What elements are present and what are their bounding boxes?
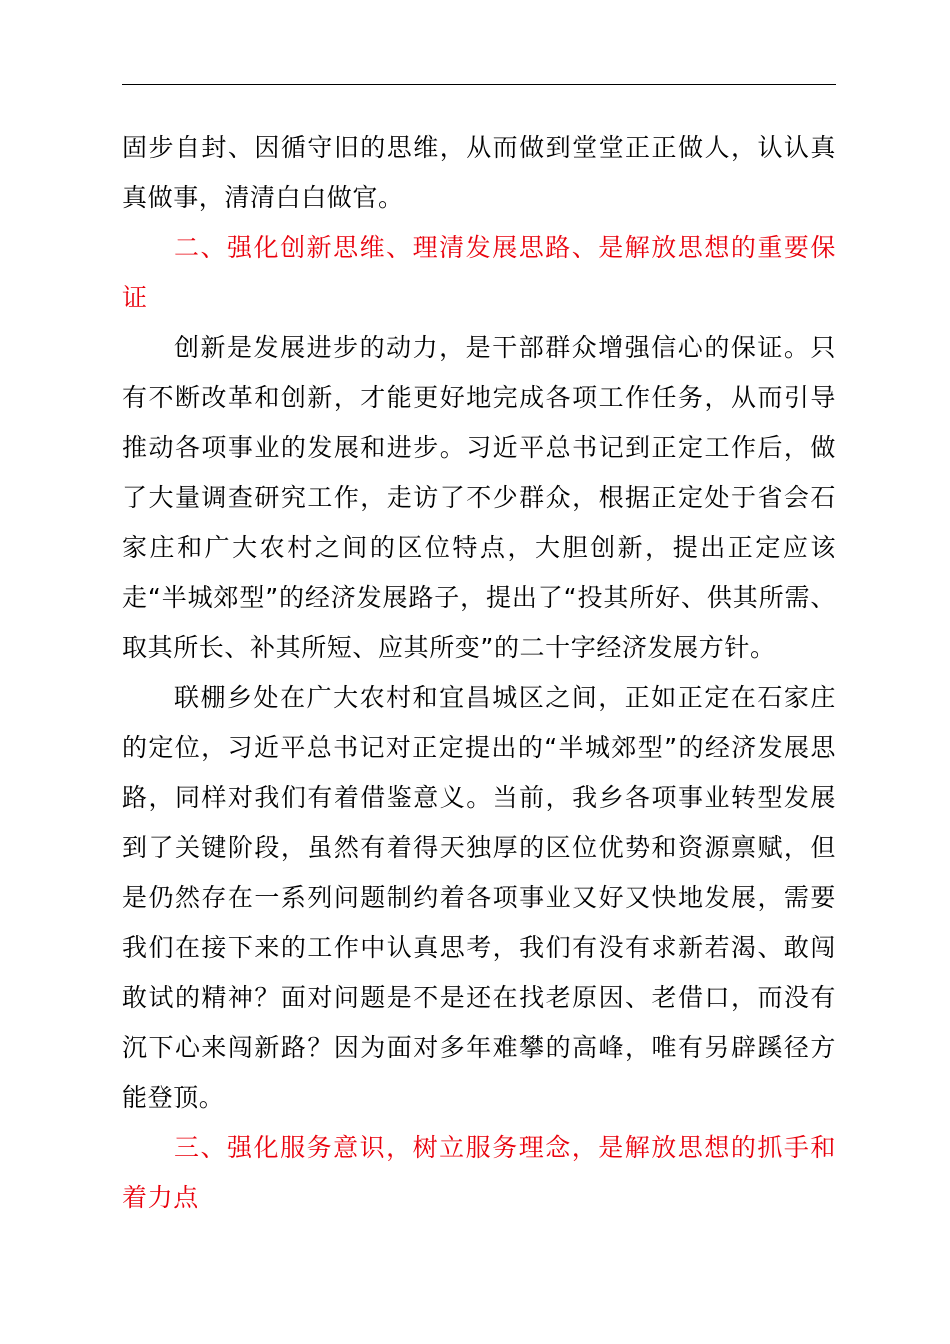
section-heading-2: 二、强化创新思维、理清发展思路、是解放思想的重要保证	[122, 233, 836, 312]
paragraph-continuation: 固步自封、因循守旧的思维，从而做到堂堂正正做人，认认真真做事，清清白白做官。	[122, 133, 836, 212]
paragraph-lianpeng: 联棚乡处在广大农村和宜昌城区之间，正如正定在石家庄的定位，习近平总书记对正定提出的“半城郊型”的经济发展思路，同样对我们有着借鉴意义。当前，我乡各项事业转型发展到了关键阶段，虽然有着得天独厚的区位优势和资源禀赋，但是仍然存在一系列问题制约着各项事业又好又快地发展，需要我们在接下来的工作中认真思考，我们有没有求新若渴、敢闯敢试的精神？面对问题是不是还在找老原因、老借口，而没有沉下心来闯新路？因为面对多年难攀的高峰，唯有另辟蹊径方能登顶。	[122, 683, 836, 1112]
header-rule	[122, 84, 836, 85]
paragraph-innovation: 创新是发展进步的动力，是干部群众增强信心的保证。只有不断改革和创新，才能更好地完成各项工作任务，从而引导推动各项事业的发展和进步。习近平总书记到正定工作后，做了大量调查研究工作，走访了不少群众，根据正定处于省会石家庄和广大农村之间的区位特点，大胆创新，提出正定应该走“半城郊型”的经济发展路子，提出了“投其所好、供其所需、取其所长、补其所短、应其所变”的二十字经济发展方针。	[122, 333, 836, 662]
section-heading-3: 三、强化服务意识，树立服务理念，是解放思想的抓手和着力点	[122, 1133, 836, 1212]
document-body	[122, 123, 836, 1223]
